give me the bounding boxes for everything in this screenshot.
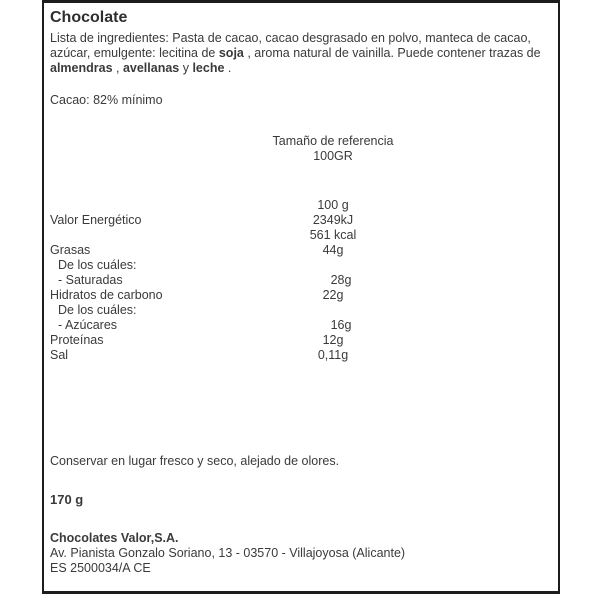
nutrition-value: 16g xyxy=(330,318,352,332)
nutrition-label: Grasas xyxy=(50,243,91,257)
nutrition-label: De los cuáles: xyxy=(58,258,137,272)
nutrition-label xyxy=(50,228,213,243)
serving-reference-size: 100GR xyxy=(313,149,353,163)
nutrition-column-header: 100 g xyxy=(317,198,349,212)
product-title: Chocolate xyxy=(50,9,128,26)
nutrition-column-header-row xyxy=(50,198,550,213)
table-row xyxy=(50,243,550,258)
product-label-panel xyxy=(42,0,560,594)
allergen-leche: leche xyxy=(192,61,225,75)
nutrition-value: 22g xyxy=(322,288,344,302)
nutrition-label xyxy=(50,198,213,213)
nutrition-value: 28g xyxy=(330,273,352,287)
nutrition-value: 2349kJ xyxy=(312,213,354,227)
nutrition-value: 561 kcal xyxy=(309,228,357,242)
table-row xyxy=(50,303,550,318)
nutrition-label: Sal xyxy=(50,348,69,362)
nutrition-label: - Saturadas xyxy=(58,273,123,287)
ingredients-text: . xyxy=(224,61,232,75)
net-weight: 170 g xyxy=(50,492,84,507)
manufacturer-address: Av. Pianista Gonzalo Soriano, 13 - 03570 - Villajoyosa (Alicante) xyxy=(50,546,406,560)
ingredients-text: y xyxy=(179,61,193,75)
serving-reference-header xyxy=(213,134,453,164)
ingredients-text: , aroma natural de vainilla. Puede contener trazas de xyxy=(243,46,541,60)
table-row xyxy=(50,333,550,348)
manufacturer-name: Chocolates Valor,S.A. xyxy=(50,531,179,545)
table-row xyxy=(50,258,550,273)
manufacturer-info xyxy=(50,531,550,576)
cacao-percentage: Cacao: 82% mínimo xyxy=(50,93,163,107)
ingredients-text: Lista de ingredientes: Pasta de cacao, cacao desgrasado en polvo, manteca de cacao, azúcar, emulgente: lecitina de xyxy=(50,31,531,60)
table-row xyxy=(50,348,550,363)
nutrition-value xyxy=(221,303,461,318)
nutrition-value: 12g xyxy=(322,333,344,347)
nutrition-label: De los cuáles: xyxy=(58,303,137,317)
table-row xyxy=(50,273,550,288)
nutrition-value: 0,11g xyxy=(317,348,349,362)
manufacturer-registration: ES 2500034/A CE xyxy=(50,561,151,575)
nutrition-label: Proteínas xyxy=(50,333,104,347)
nutrition-label: Valor Energético xyxy=(50,213,142,227)
serving-reference-title: Tamaño de referencia xyxy=(272,134,394,148)
allergen-avellanas: avellanas xyxy=(122,61,180,75)
nutrition-value: 44g xyxy=(322,243,344,257)
allergen-almendras: almendras xyxy=(50,61,113,75)
ingredients-text: , xyxy=(112,61,123,75)
nutrition-value xyxy=(221,258,461,273)
table-row xyxy=(50,318,550,333)
table-row xyxy=(50,213,550,228)
ingredients-paragraph xyxy=(50,31,550,76)
nutrition-table xyxy=(50,198,550,363)
nutrition-label: Hidratos de carbono xyxy=(50,288,163,302)
nutrition-label: - Azúcares xyxy=(58,318,118,332)
allergen-soja: soja xyxy=(218,46,244,60)
table-row xyxy=(50,288,550,303)
table-row xyxy=(50,228,550,243)
storage-instructions: Conservar en lugar fresco y seco, alejado de olores. xyxy=(50,454,340,468)
